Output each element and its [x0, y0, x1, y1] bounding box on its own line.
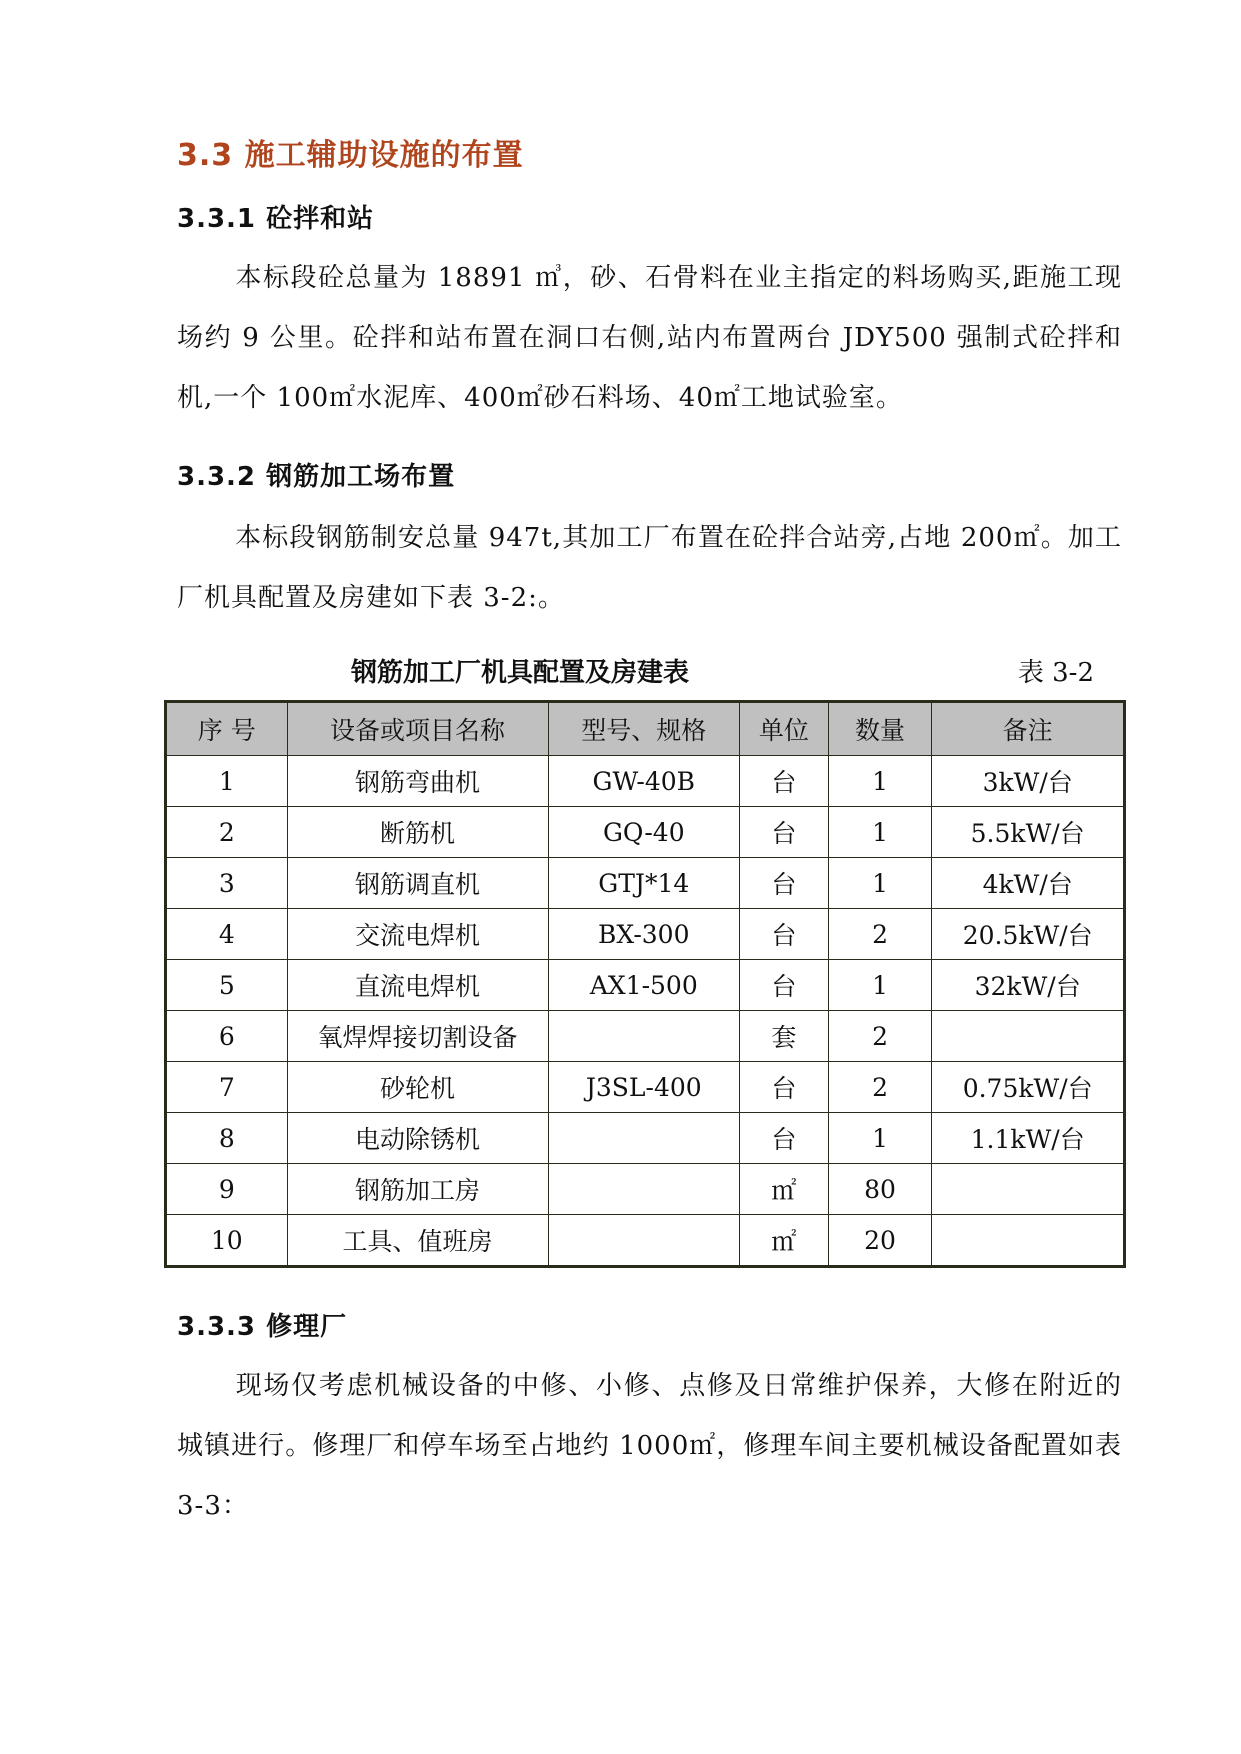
header-cell: 数量 — [828, 702, 932, 756]
table-cell: 1.1kW/台 — [932, 1113, 1125, 1164]
header-cell: 单位 — [740, 702, 829, 756]
table-cell: 5.5kW/台 — [932, 807, 1125, 858]
table-cell — [932, 1164, 1125, 1215]
subsection-heading-mixing-station: 3.3.1 砼拌和站 — [177, 204, 375, 234]
table-cell: 砂轮机 — [287, 1062, 548, 1113]
table-cell: GQ-40 — [548, 807, 740, 858]
table-cell: 1 — [166, 756, 288, 807]
subsection-heading-rebar-yard: 3.3.2 钢筋加工场布置 — [177, 462, 456, 492]
table-cell — [932, 1215, 1125, 1267]
table-header-row — [166, 702, 1125, 756]
section-heading: 3.3 施工辅助设施的布置 — [177, 138, 524, 173]
table-row — [166, 807, 1125, 858]
table-cell: 80 — [828, 1164, 932, 1215]
table-row — [166, 1011, 1125, 1062]
subsection-heading-repair-shop: 3.3.3 修理厂 — [177, 1312, 348, 1342]
header-cell: 型号、规格 — [548, 702, 740, 756]
table-row — [166, 756, 1125, 807]
table-cell: 氧焊焊接切割设备 — [287, 1011, 548, 1062]
paragraph-text: 现场仅考虑机械设备的中修、小修、点修及日常维护保养，大修在附近的城镇进行。修理厂和停车场至占地约 1000㎡，修理车间主要机械设备配置如表 3-3： — [177, 1371, 1122, 1521]
table-cell: 1 — [828, 1113, 932, 1164]
table-cell: AX1-500 — [548, 960, 740, 1011]
equipment-table — [164, 700, 1126, 1268]
table-row — [166, 858, 1125, 909]
paragraph-repair-shop — [177, 1356, 1122, 1536]
table-cell: ㎡ — [740, 1215, 829, 1267]
table-cell: 9 — [166, 1164, 288, 1215]
table-caption — [177, 652, 1122, 686]
table-cell: 2 — [828, 1062, 932, 1113]
table-cell: 2 — [828, 909, 932, 960]
table-cell: 套 — [740, 1011, 829, 1062]
table-cell: 3 — [166, 858, 288, 909]
table-cell: 交流电焊机 — [287, 909, 548, 960]
table-cell — [932, 1011, 1125, 1062]
table-number: 表 3-2 — [1017, 658, 1094, 688]
table-cell: GW-40B — [548, 756, 740, 807]
table-cell: 台 — [740, 960, 829, 1011]
table-cell: ㎡ — [740, 1164, 829, 1215]
table-cell: 钢筋弯曲机 — [287, 756, 548, 807]
table-cell: 8 — [166, 1113, 288, 1164]
table-cell — [548, 1215, 740, 1267]
paragraph-rebar-yard — [177, 508, 1122, 628]
table-cell: 直流电焊机 — [287, 960, 548, 1011]
table-cell: GTJ*14 — [548, 858, 740, 909]
table-cell: 5 — [166, 960, 288, 1011]
table-cell: 0.75kW/台 — [932, 1062, 1125, 1113]
table-cell: 4 — [166, 909, 288, 960]
table-cell: 4kW/台 — [932, 858, 1125, 909]
table-cell: 20.5kW/台 — [932, 909, 1125, 960]
table-cell: 钢筋加工房 — [287, 1164, 548, 1215]
table-cell: J3SL-400 — [548, 1062, 740, 1113]
table-cell: 台 — [740, 756, 829, 807]
table-cell: 6 — [166, 1011, 288, 1062]
table-cell — [548, 1113, 740, 1164]
table-cell: 20 — [828, 1215, 932, 1267]
table-cell: 1 — [828, 858, 932, 909]
table-cell: 台 — [740, 909, 829, 960]
table-cell — [548, 1164, 740, 1215]
table-cell: 32kW/台 — [932, 960, 1125, 1011]
table-cell: 10 — [166, 1215, 288, 1267]
table-row — [166, 1215, 1125, 1267]
table-cell: 断筋机 — [287, 807, 548, 858]
table-row — [166, 909, 1125, 960]
table-cell: 2 — [166, 807, 288, 858]
table-cell: 台 — [740, 807, 829, 858]
table-cell: BX-300 — [548, 909, 740, 960]
table-cell: 1 — [828, 960, 932, 1011]
table-row — [166, 1062, 1125, 1113]
header-cell: 序 号 — [166, 702, 288, 756]
table-row — [166, 1113, 1125, 1164]
table-cell: 7 — [166, 1062, 288, 1113]
table-cell: 1 — [828, 807, 932, 858]
table-title: 钢筋加工厂机具配置及房建表 — [351, 658, 690, 688]
table-cell — [548, 1011, 740, 1062]
table-cell: 2 — [828, 1011, 932, 1062]
table-row — [166, 1164, 1125, 1215]
paragraph-text: 本标段砼总量为 18891 ㎥，砂、石骨料在业主指定的料场购买,距施工现场约 9 公里。砼拌和站布置在洞口右侧,站内布置两台 JDY500 强制式砼拌和机,一个 100㎡水泥库、400㎡砂石料场、40㎡工地试验室。 — [177, 263, 1122, 413]
table-cell: 台 — [740, 1062, 829, 1113]
table-cell: 钢筋调直机 — [287, 858, 548, 909]
table-row — [166, 960, 1125, 1011]
table-cell: 3kW/台 — [932, 756, 1125, 807]
header-cell: 备注 — [932, 702, 1125, 756]
table-cell: 台 — [740, 858, 829, 909]
table-cell: 台 — [740, 1113, 829, 1164]
table-cell: 工具、值班房 — [287, 1215, 548, 1267]
table-cell: 1 — [828, 756, 932, 807]
paragraph-text: 本标段钢筋制安总量 947t,其加工厂布置在砼拌合站旁,占地 200㎡。加工厂机具配置及房建如下表 3-2:。 — [177, 523, 1122, 613]
header-cell: 设备或项目名称 — [287, 702, 548, 756]
paragraph-mixing-station — [177, 248, 1122, 428]
table-cell: 电动除锈机 — [287, 1113, 548, 1164]
